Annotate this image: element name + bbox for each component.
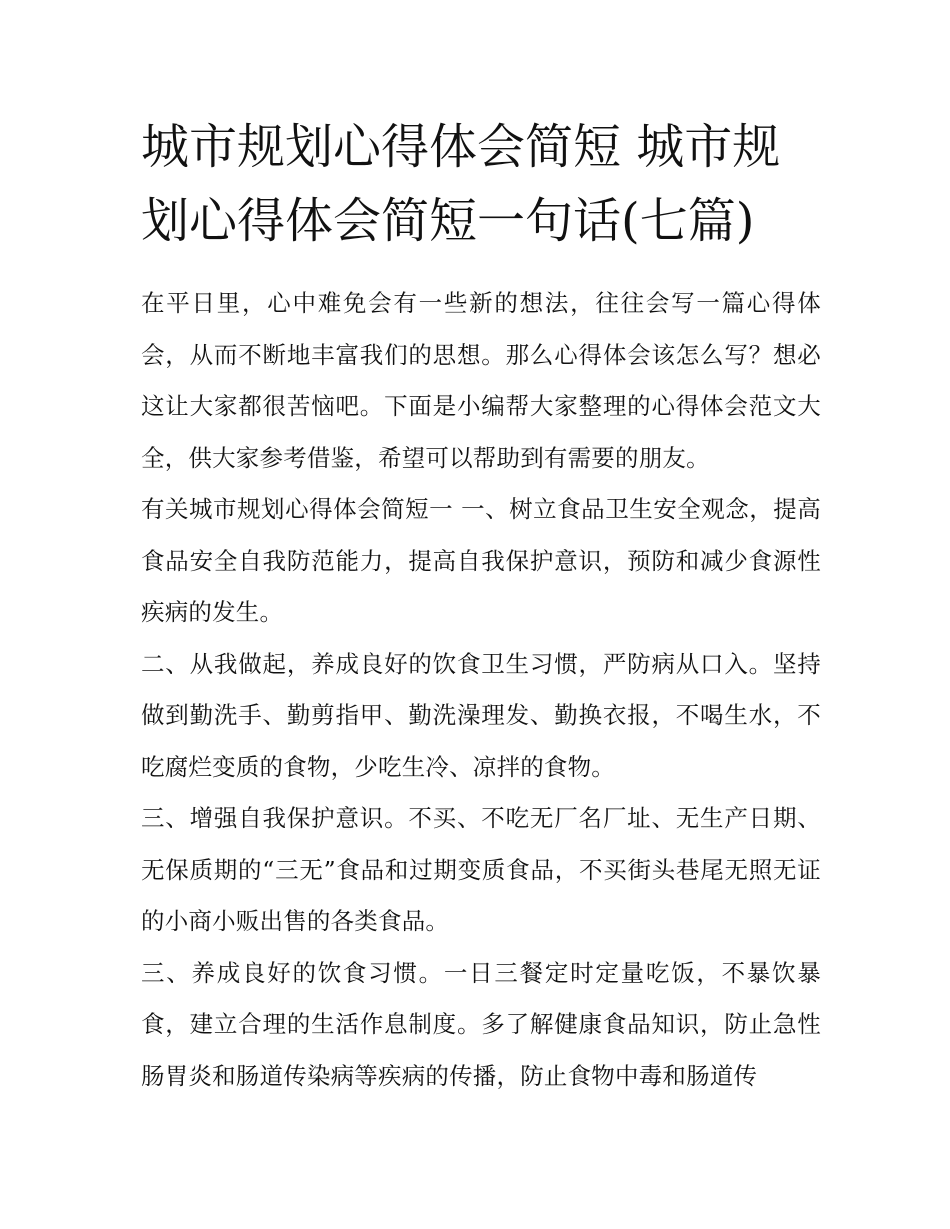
- paragraph-section-three-b: 三、养成良好的饮食习惯。一日三餐定时定量吃饭，不暴饮暴食，建立合理的生活作息制度。多了解健康食品知识，防止急性肠胃炎和肠道传染病等疾病的传播，防止食物中毒和肠道传: [141, 958, 821, 1090]
- paragraph-section-one: 有关城市规划心得体会简短一 一、树立食品卫生安全观念，提高食品安全自我防范能力，提高自我保护意识，预防和减少食源性疾病的发生。: [141, 495, 821, 626]
- document-body: [141, 278, 821, 1102]
- paragraph-section-three-a: 三、增强自我保护意识。不买、不吃无厂名厂址、无生产日期、无保质期的“三无”食品和过期变质食品，不买街头巷尾无照无证的小商小贩出售的各类食品。: [141, 804, 821, 935]
- paragraph-section-two: 二、从我做起，养成良好的饮食卫生习惯，严防病从口入。坚持做到勤洗手、勤剪指甲、勤洗澡理发、勤换衣报，不喝生水，不吃腐烂变质的食物，少吃生冷、凉拌的食物。: [141, 649, 821, 781]
- document-title: 城市规划心得体会简短 城市规划心得体会简短一句话(七篇): [141, 119, 781, 249]
- paragraph-intro: 在平日里，心中难免会有一些新的想法，往往会写一篇心得体会，从而不断地丰富我们的思想。那么心得体会该怎么写？想必这让大家都很苦恼吧。下面是小编帮大家整理的心得体会范文大全，供大家参考借鉴，希望可以帮助到有需要的朋友。: [141, 289, 821, 472]
